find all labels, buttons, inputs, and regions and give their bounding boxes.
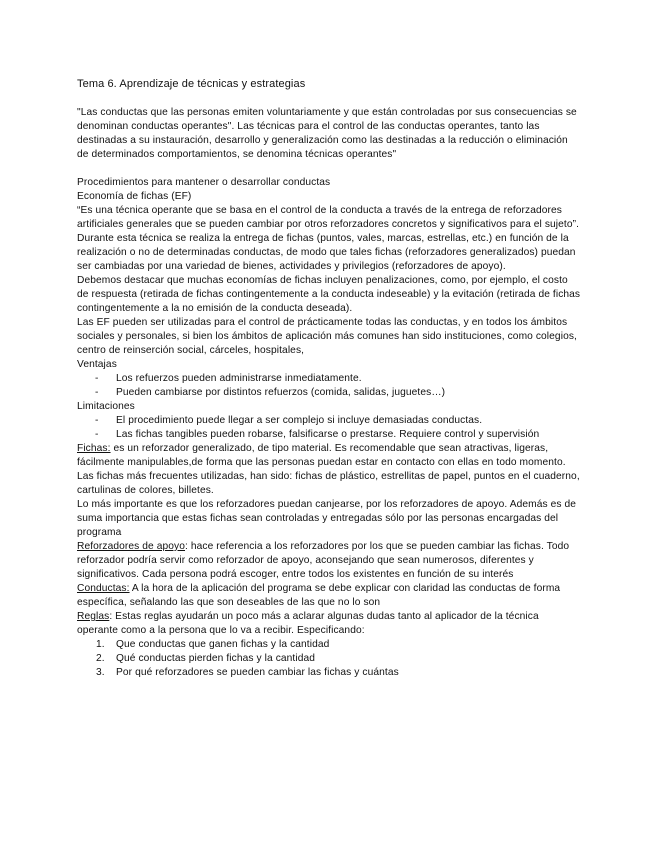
- list-number: 1.: [96, 639, 105, 650]
- paragraph: Lo más importante es que los reforzadores puedan canjearse, por los reforzadores de apoyo. Además es de suma importancia que estas fichas sean controladas y entregadas sólo por las personas encargadas del programa: [77, 499, 577, 538]
- conductas-text: A la hora de la aplicación del programa se debe explicar con claridad las conductas de forma específica, señalando las que son deseables de las que no lo son: [77, 583, 561, 608]
- advantages-label: Ventajas: [77, 359, 117, 370]
- list-item-text: Los refuerzos pueden administrarse inmediatamente.: [116, 373, 362, 384]
- list-number: 3.: [96, 667, 105, 678]
- list-item-text: Por qué reforzadores se pueden cambiar las fichas y cuántas: [116, 667, 399, 678]
- list-item: [77, 428, 582, 442]
- paragraph: Debemos destacar que muchas economías de fichas incluyen penalizaciones, como, por ejemplo, el costo de respuesta (retirada de fichas contingentemente a la conducta indeseable) y la evitación (retirada de fichas contingentemente a la no emisión de la conducta deseada).: [77, 275, 581, 314]
- list-item: [77, 652, 582, 666]
- dash-bullet: -: [95, 415, 99, 426]
- reglas-term: Reglas: [77, 611, 110, 622]
- definition-quote: “Es una técnica operante que se basa en el control de la conducta a través de la entrega de reforzadores artificiales generales que se pueden cambiar por otros reforzadores concretos y significativos para el sujeto”.: [77, 205, 580, 230]
- conductas-term: Conductas:: [77, 583, 130, 594]
- conductas-paragraph: [77, 582, 582, 610]
- rules-list: [77, 638, 582, 680]
- apoyo-term: Reforzadores de apoyo: [77, 541, 186, 552]
- list-number: 2.: [96, 653, 105, 664]
- paragraph: Las fichas más frecuentes utilizadas, han sido: fichas de plástico, estrellitas de papel, puntos en el cuaderno, cartulinas de colores, billetes.: [77, 471, 580, 496]
- list-item: [77, 372, 582, 386]
- list-item-text: Las fichas tangibles pueden robarse, falsificarse o prestarse. Requiere control y supervisión: [116, 429, 540, 440]
- advantages-list: [77, 372, 582, 400]
- document-title: Tema 6. Aprendizaje de técnicas y estrategias: [77, 78, 306, 90]
- fichas-term: Fichas:: [77, 443, 111, 454]
- reglas-text: : Estas reglas ayudarán un poco más a aclarar algunas dudas tanto al aplicador de la técnica operante como a la persona que lo va a recibir. Especificando:: [77, 611, 539, 636]
- dash-bullet: -: [95, 373, 99, 384]
- intro-quote: "Las conductas que las personas emiten voluntariamente y que están controladas por sus consecuencias se denominan conductas operantes". Las técnicas para el control de las conductas operantes, tanto las destinadas a su instauración, desarrollo y generalización como las destinadas a la reducción o eliminación de determinados comportamientos, se denomina técnicas operantes": [77, 107, 577, 160]
- section-heading: Procedimientos para mantener o desarrollar conductas: [77, 177, 331, 188]
- fichas-paragraph: [77, 442, 582, 470]
- list-item: [77, 414, 582, 428]
- reglas-paragraph: [77, 610, 582, 638]
- list-item: [77, 638, 582, 652]
- limitations-list: [77, 414, 582, 442]
- subsection-heading: Economía de fichas (EF): [77, 191, 192, 202]
- fichas-text: es un reforzador generalizado, de tipo material. Es recomendable que sean atractivas, ligeras, fácilmente manipulables,de forma que las personas puedan estar en contacto con ellas en todo momento.: [77, 443, 566, 468]
- list-item-text: El procedimiento puede llegar a ser complejo si incluye demasiadas conductas.: [116, 415, 483, 426]
- list-item-text: Pueden cambiarse por distintos refuerzos (comida, salidas, juguetes…): [116, 387, 446, 398]
- apoyo-paragraph: [77, 540, 582, 582]
- list-item: [77, 386, 582, 400]
- document-body: [77, 77, 582, 680]
- list-item-text: Qué conductas pierden fichas y la cantidad: [116, 653, 316, 664]
- paragraph: Las EF pueden ser utilizadas para el control de prácticamente todas las conductas, y en todos los ámbitos sociales y personales, si bien los ámbitos de aplicación más comunes han sido instituciones, como colegios, centro de reinserción social, cárceles, hospitales,: [77, 317, 577, 356]
- spacer: [77, 162, 582, 176]
- list-item: [77, 666, 582, 680]
- dash-bullet: -: [95, 429, 99, 440]
- paragraph: Durante esta técnica se realiza la entrega de fichas (puntos, vales, marcas, estrellas, etc.) en función de la realización o no de determinadas conductas, de modo que tales fichas (reforzadores generalizados) puedan ser cambiadas por una variedad de bienes, actividades y privilegios (reforzadores de apoyo).: [77, 233, 576, 272]
- limitations-label: Limitaciones: [77, 401, 135, 412]
- dash-bullet: -: [95, 387, 99, 398]
- apoyo-text: : hace referencia a los reforzadores por los que se pueden cambiar las fichas. Todo reforzador podría servir como reforzador de apoyo, aconsejando que sean numerosos, diferentes y significativos. Cada persona podrá escoger, entre todos los existentes en función de su interés: [77, 541, 570, 580]
- list-item-text: Que conductas que ganen fichas y la cantidad: [116, 639, 330, 650]
- spacer: [77, 91, 582, 106]
